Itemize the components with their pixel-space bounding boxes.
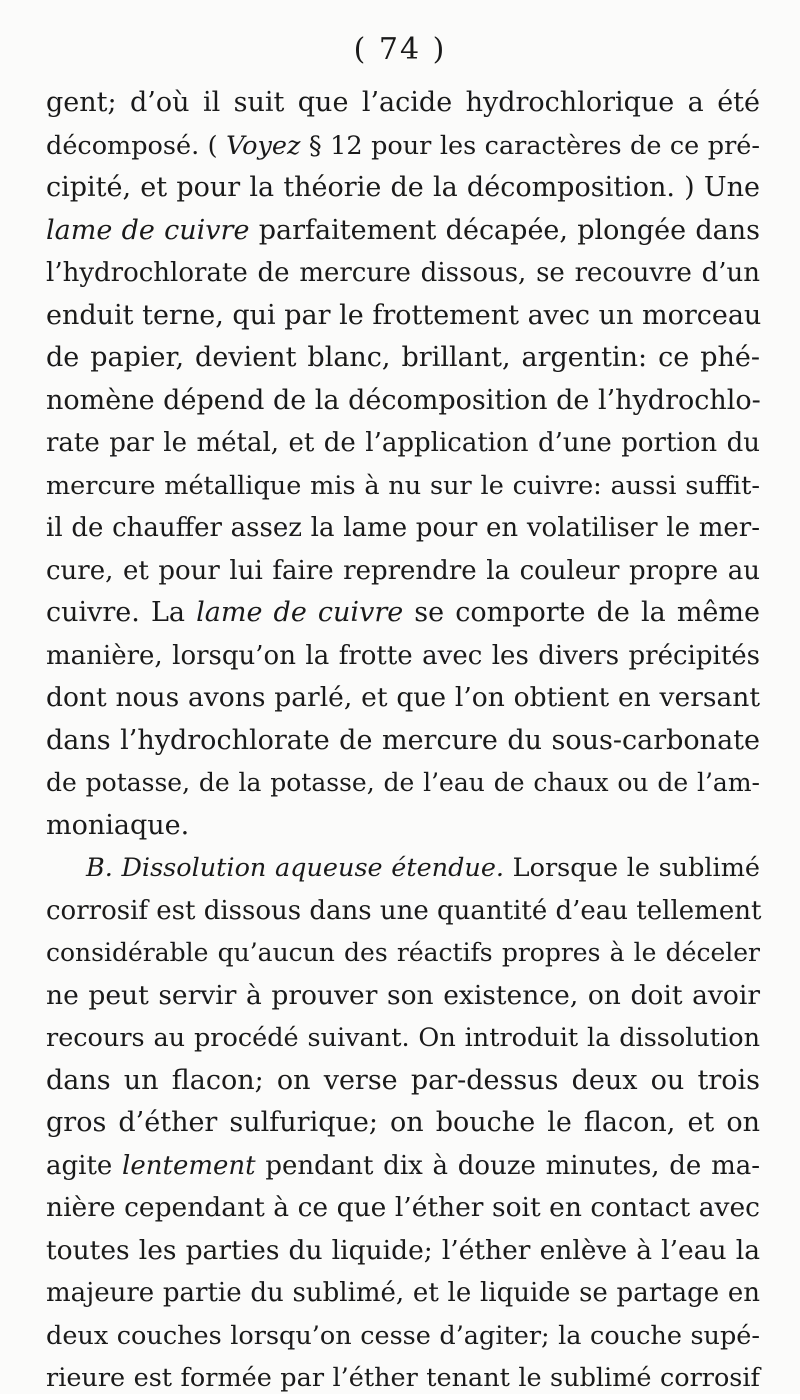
text-line bbox=[46, 422, 760, 465]
text-segment: dont nous avons parlé, et que l’on obtient en versant bbox=[46, 682, 760, 713]
text-line bbox=[46, 592, 760, 635]
text-line bbox=[46, 337, 760, 380]
text-line bbox=[46, 210, 760, 253]
text-line bbox=[46, 1357, 760, 1400]
text-segment: nière cependant à ce que l’éther soit en contact avec bbox=[46, 1192, 760, 1223]
text-segment: toutes les parties du liquide; l’éther enlève à l’eau la bbox=[46, 1234, 760, 1266]
text-line bbox=[46, 1272, 760, 1315]
text-line bbox=[46, 1145, 760, 1188]
text-segment: se comporte de la même bbox=[403, 597, 760, 628]
page-number: ( 74 ) bbox=[353, 32, 447, 67]
text-segment: cipité, et pour la théorie de la décomposition. ) Une bbox=[46, 172, 760, 203]
text-line bbox=[46, 1315, 760, 1358]
text-line bbox=[46, 890, 760, 933]
text-segment: cuivre. La bbox=[46, 597, 197, 628]
text-segment: nomène dépend de la décomposition de l’hydrochlo- bbox=[46, 384, 761, 416]
text-line bbox=[46, 507, 760, 550]
text-line bbox=[46, 762, 760, 805]
text-line bbox=[46, 550, 760, 593]
text-segment: enduit terne, qui par le frottement avec un morceau bbox=[46, 299, 762, 331]
text-line bbox=[46, 82, 760, 125]
italic-text: lame de cuivre bbox=[46, 214, 250, 246]
text-segment: deux couches lorsqu’on cesse d’agiter; la couche supé- bbox=[46, 1320, 760, 1351]
body-text bbox=[46, 82, 760, 1400]
text-segment: de papier, devient blanc, brillant, argentin: ce phé- bbox=[46, 342, 760, 373]
text-line bbox=[46, 805, 760, 848]
text-segment: recours au procédé suivant. On introduit la dissolution bbox=[46, 1023, 760, 1053]
text-segment: gent; d’où il suit que l’acide hydrochlorique a été bbox=[46, 87, 760, 118]
text-segment: gros d’éther sulfurique; on bouche le flacon, et on bbox=[46, 1107, 760, 1138]
text-segment: cure, et pour lui faire reprendre la couleur propre au bbox=[46, 555, 760, 586]
text-line bbox=[46, 167, 760, 210]
text-segment: majeure partie du sublimé, et le liquide se partage en bbox=[46, 1278, 760, 1308]
text-segment: moniaque. bbox=[46, 809, 190, 841]
text-line bbox=[46, 252, 760, 295]
text-segment: pendant dix à douze minutes, de ma- bbox=[255, 1150, 761, 1181]
text-segment: ne peut servir à prouver son existence, on doit avoir bbox=[46, 979, 760, 1011]
text-segment: dans un flacon; on verse par-dessus deux ou trois bbox=[46, 1064, 760, 1096]
italic-text: Voyez bbox=[226, 130, 301, 161]
text-segment: il de chauffer assez la lame pour en volatiliser le mer- bbox=[46, 513, 760, 543]
text-segment: décomposé. ( bbox=[46, 130, 227, 161]
italic-text: lentement bbox=[122, 1150, 256, 1181]
text-segment: manière, lorsqu’on la frotte avec les divers précipités bbox=[46, 640, 760, 671]
text-line bbox=[46, 125, 760, 168]
text-segment: rieure est formée par l’éther tenant le sublimé corrosif bbox=[46, 1363, 760, 1393]
text-segment: mercure métallique mis à nu sur le cuivre: aussi suffit- bbox=[46, 470, 760, 501]
text-line bbox=[46, 1230, 760, 1273]
text-line bbox=[46, 677, 760, 720]
italic-text: lame de cuivre bbox=[196, 597, 404, 628]
text-segment: § 12 pour les caractères de ce pré- bbox=[300, 130, 760, 161]
text-line bbox=[46, 1102, 760, 1145]
text-segment: l’hydrochlorate de mercure dissous, se recouvre d’un bbox=[46, 258, 760, 288]
text-line bbox=[46, 975, 760, 1018]
text-line bbox=[46, 1060, 760, 1103]
text-segment: parfaitement décapée, plongée dans bbox=[249, 214, 760, 246]
text-segment: considérable qu’aucun des réactifs propres à le déceler bbox=[46, 938, 760, 967]
text-line bbox=[46, 295, 760, 338]
text-line bbox=[46, 847, 760, 890]
text-line bbox=[46, 932, 760, 975]
text-line bbox=[46, 465, 760, 508]
text-segment: rate par le métal, et de l’application d’une portion du bbox=[46, 428, 760, 458]
text-line bbox=[46, 635, 760, 678]
text-segment: dans l’hydrochlorate de mercure du sous-carbonate bbox=[46, 724, 760, 756]
text-line bbox=[46, 1187, 760, 1230]
text-segment: Lorsque le sublimé bbox=[504, 853, 760, 883]
text-segment: de potasse, de la potasse, de l’eau de chaux ou de l’am- bbox=[46, 768, 760, 797]
text-line bbox=[46, 380, 760, 423]
text-line bbox=[46, 720, 760, 763]
text-line bbox=[46, 1017, 760, 1060]
italic-text: B. Dissolution aqueuse étendue. bbox=[86, 853, 505, 883]
text-segment: corrosif est dissous dans une quantité d’eau tellement bbox=[46, 895, 762, 926]
text-segment: agite bbox=[46, 1150, 123, 1181]
